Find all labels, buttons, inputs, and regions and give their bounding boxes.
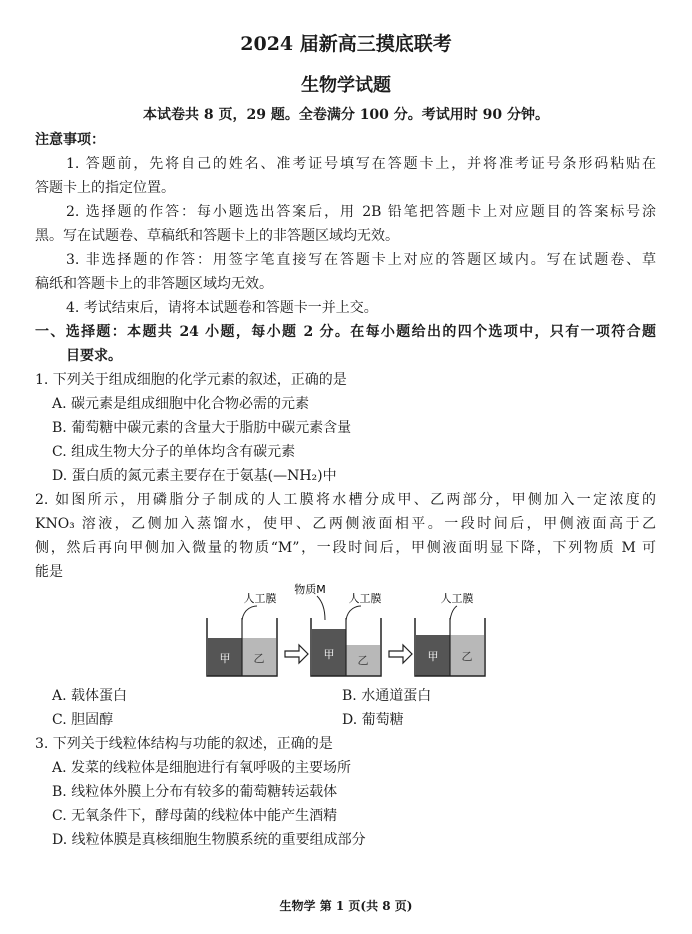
- section-heading: 一、选择题：本题共 24 小题，每小题 2 分。在每小题给出的四个选项中，只有一项符合题: [35, 324, 656, 340]
- substance-m-pointer: [317, 596, 325, 620]
- arrow-2-icon: [389, 645, 412, 663]
- note-1-line-1: 1. 答题前，先将自己的姓名、准考证号填写在答题卡上，并将准考证号条形码粘贴在: [66, 156, 656, 172]
- question-1-option-a: A. 碳元素是组成细胞中化合物必需的元素: [52, 396, 310, 412]
- section-heading-cont: 目要求。: [66, 348, 122, 364]
- tank-middle-right-label: 乙: [357, 654, 369, 667]
- question-2-stem-line-1: 2. 如图所示，用磷脂分子制成的人工膜将水槽分成甲、乙两部分，甲侧加入一定浓度的: [35, 492, 656, 508]
- notes-heading: 注意事项：: [35, 132, 105, 148]
- tank-final-right-label: 乙: [461, 650, 473, 663]
- tank-middle: [294, 582, 381, 676]
- question-3-stem: 3. 下列关于线粒体结构与功能的叙述，正确的是: [35, 736, 333, 752]
- question-2-option-a: A. 载体蛋白: [52, 688, 128, 704]
- arrow-1-icon: [285, 645, 308, 663]
- question-2-option-b: B. 水通道蛋白: [342, 688, 432, 704]
- question-3-option-a: A. 发菜的线粒体是细胞进行有氧呼吸的主要场所: [52, 760, 352, 776]
- tank-initial-right-label: 乙: [253, 652, 265, 665]
- substance-m-label: 物质M: [294, 583, 326, 596]
- question-2-stem-line-3: 侧，然后再向甲侧加入微量的物质“M”，一段时间后，甲侧液面明显下降，下列物质 M 可: [35, 540, 656, 556]
- tank-final: [415, 591, 485, 676]
- tank-initial-membrane-label: 人工膜: [243, 592, 277, 605]
- question-1-stem: 1. 下列关于组成细胞的化学元素的叙述，正确的是: [35, 372, 347, 388]
- note-3-line-2: 稿纸和答题卡上的非答题区域均无效。: [35, 276, 273, 292]
- osmosis-diagram: [195, 578, 505, 684]
- question-3-option-d: D. 线粒体膜是真核细胞生物膜系统的重要组成部分: [52, 832, 366, 848]
- tank-final-membrane-label: 人工膜: [440, 592, 474, 605]
- tank-initial: [207, 591, 277, 676]
- tank-middle-left-label: 甲: [323, 648, 335, 661]
- question-2-option-d: D. 葡萄糖: [342, 712, 404, 728]
- tank-initial-left-label: 甲: [219, 652, 231, 665]
- note-2-line-2: 黑。写在试题卷、草稿纸和答题卡上的非答题区域均无效。: [35, 228, 399, 244]
- question-1-option-d: D. 蛋白质的氮元素主要存在于氨基(—NH₂)中: [52, 468, 337, 484]
- subject-title: 生物学试题: [301, 75, 391, 96]
- question-2-stem-line-2: KNO₃ 溶液，乙侧加入蒸馏水，使甲、乙两侧液面相平。一段时间后，甲侧液面高于乙: [35, 516, 656, 532]
- tank-final-left-label: 甲: [427, 650, 439, 663]
- note-1-line-2: 答题卡上的指定位置。: [35, 180, 175, 196]
- tank-middle-membrane-label: 人工膜: [348, 592, 382, 605]
- note-3-line-1: 3. 非选择题的作答：用签字笔直接写在答题卡上对应的答题区域内。写在试题卷、草: [66, 252, 656, 268]
- question-1-option-c: C. 组成生物大分子的单体均含有碳元素: [52, 444, 296, 460]
- note-4-line-1: 4. 考试结束后，请将本试题卷和答题卡一并上交。: [66, 300, 378, 316]
- question-3-option-b: B. 线粒体外膜上分布有较多的葡萄糖转运载体: [52, 784, 338, 800]
- question-2-option-c: C. 胆固醇: [52, 712, 114, 728]
- exam-title: 2024 届新高三摸底联考: [240, 33, 452, 55]
- question-3-option-c: C. 无氧条件下，酵母菌的线粒体中能产生酒精: [52, 808, 338, 824]
- note-2-line-1: 2. 选择题的作答：每小题选出答案后，用 2B 铅笔把答题卡上对应题目的答案标号涂: [66, 204, 656, 220]
- question-1-option-b: B. 葡萄糖中碳元素的含量大于脂肪中碳元素含量: [52, 420, 352, 436]
- exam-summary: 本试卷共 8 页，29 题。全卷满分 100 分。考试用时 90 分钟。: [142, 107, 550, 123]
- page-footer: 生物学 第 1 页(共 8 页): [279, 899, 413, 913]
- question-2-stem-line-4: 能是: [35, 564, 63, 580]
